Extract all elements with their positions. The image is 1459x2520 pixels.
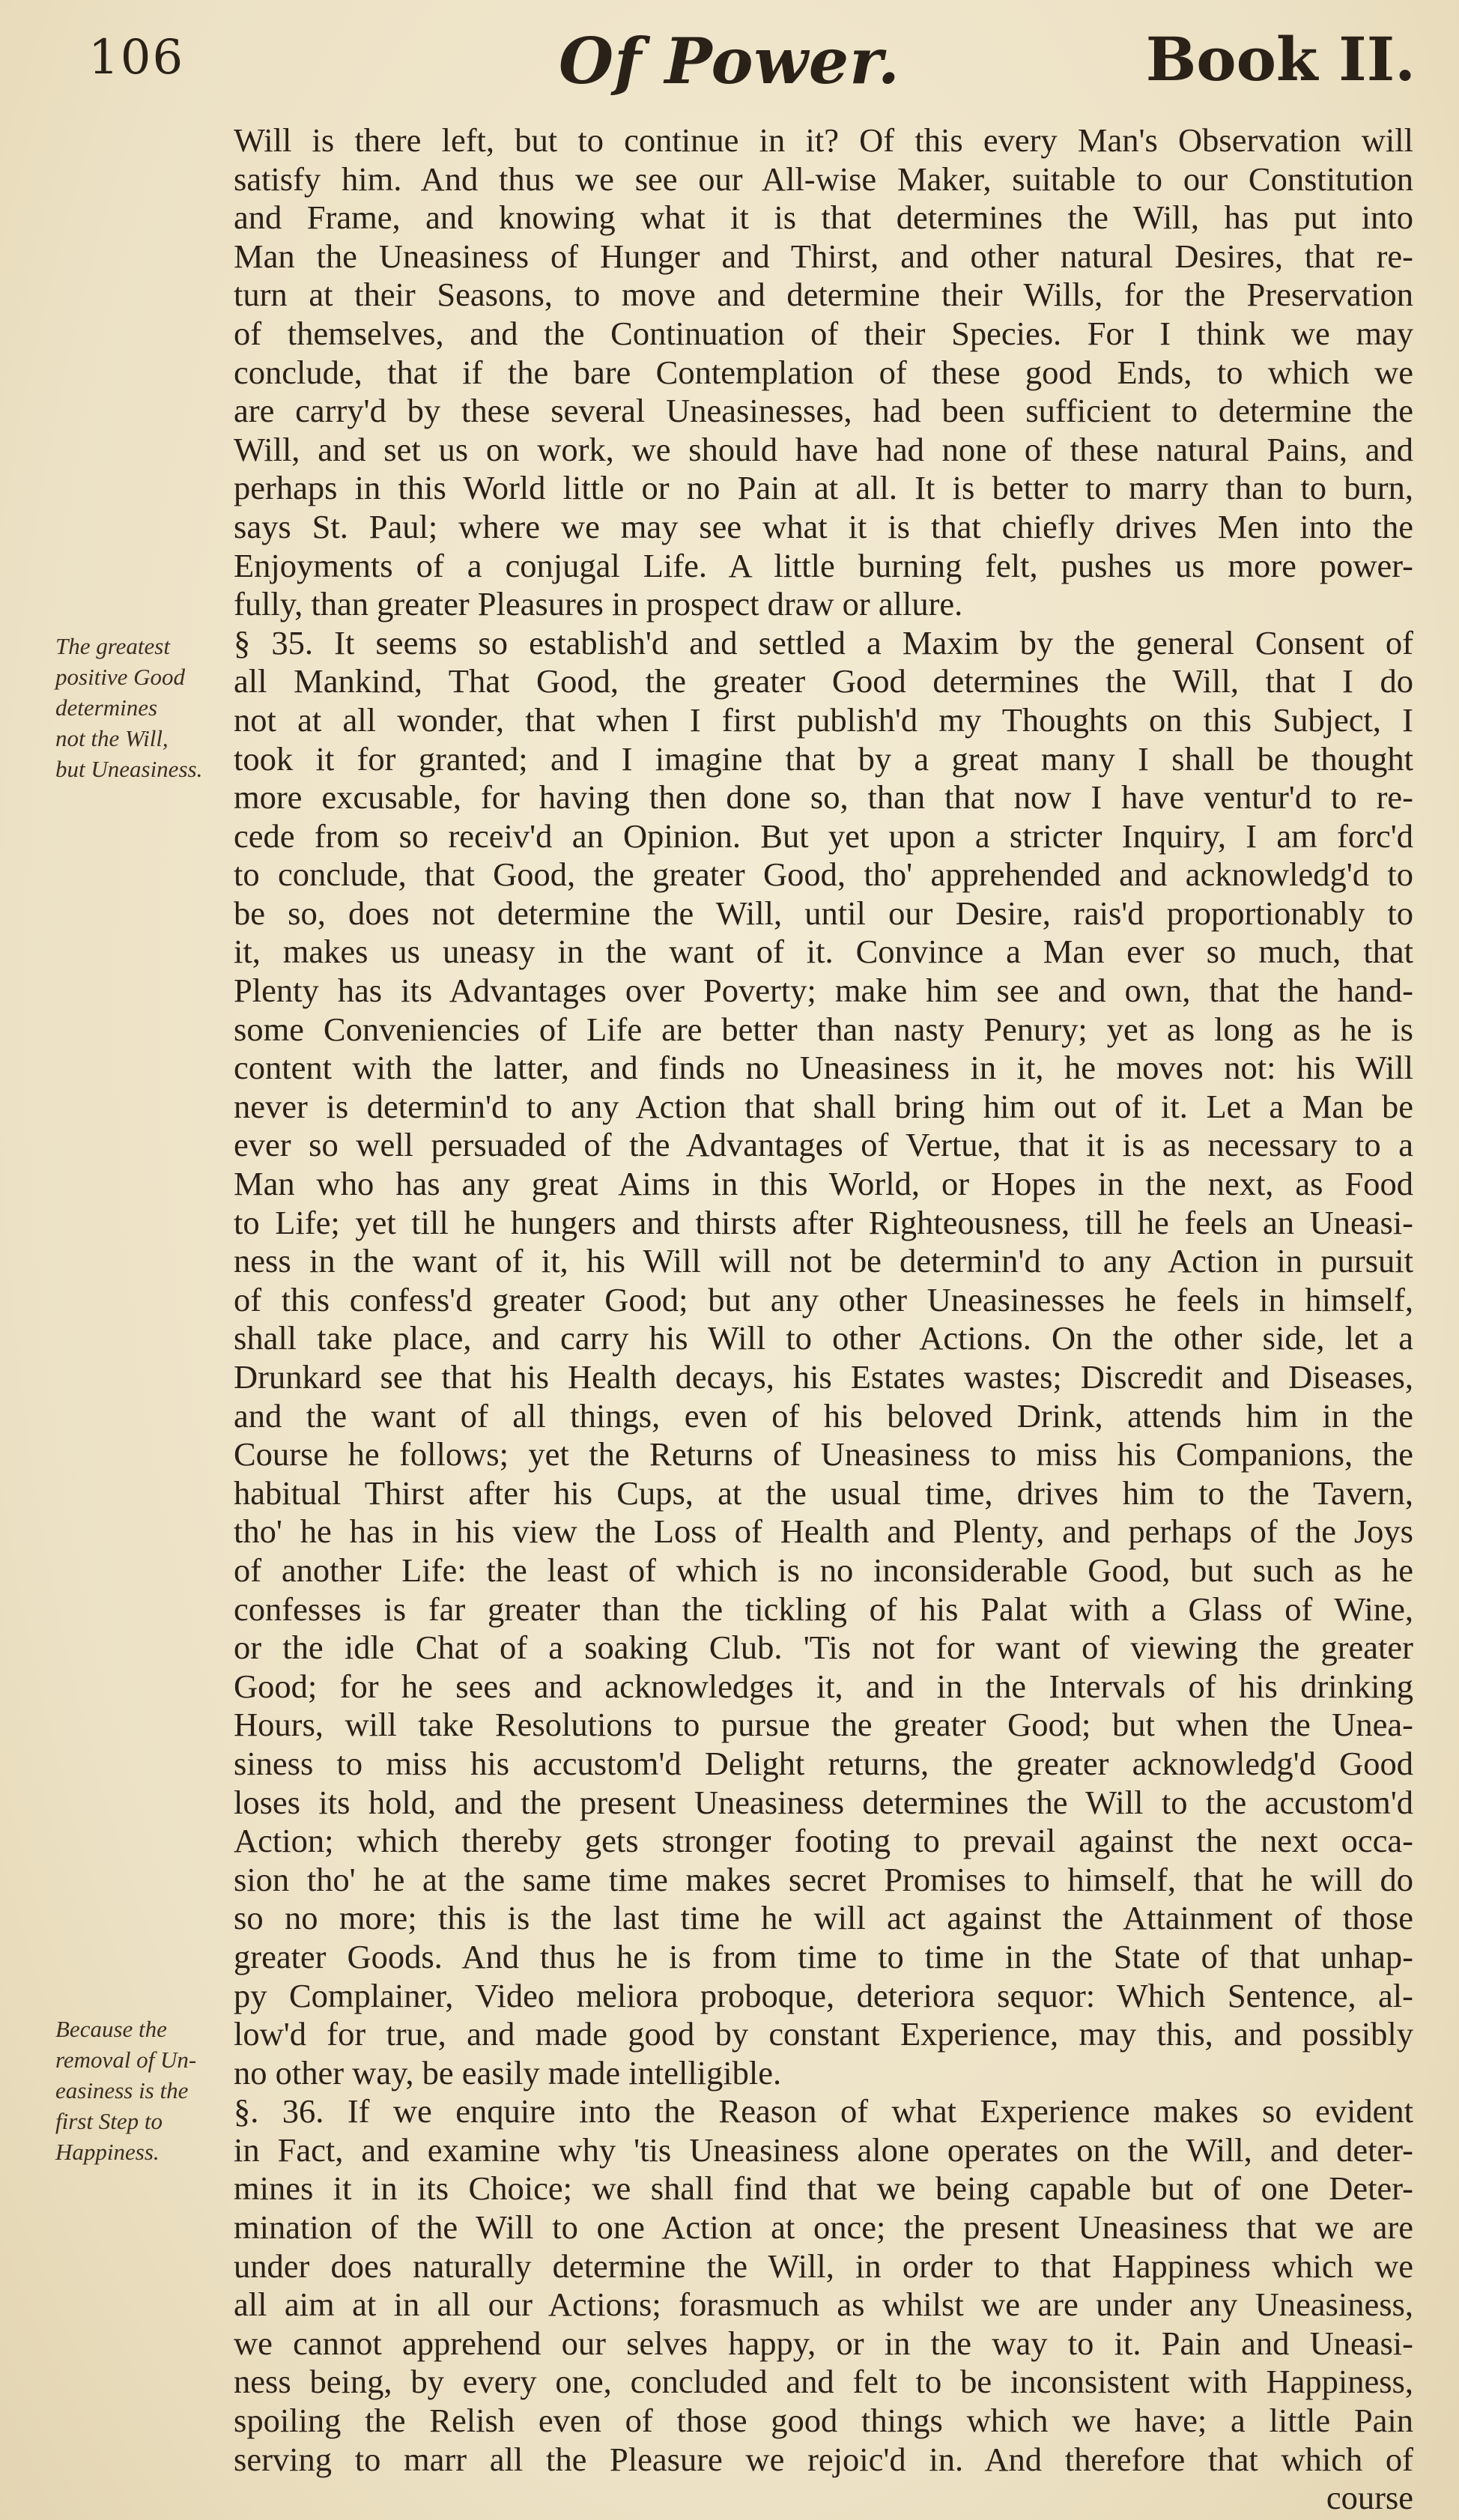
running-title: Of Power. xyxy=(558,24,901,98)
body-line: to Life; yet till he hungers and thirsts after Righteousness, till he feels an Uneasi- xyxy=(234,1203,1413,1241)
body-line: or the idle Chat of a soaking Club. 'Tis not for want of viewing the greater xyxy=(234,1629,1413,1667)
body-line: more excusable, for having then done so, than that now I have ventur'd to re- xyxy=(234,778,1413,817)
catchword: course xyxy=(1326,2479,1413,2517)
margin-note-line: The greatest xyxy=(55,633,170,659)
margin-note-line: Because the xyxy=(55,2016,167,2042)
body-line: of this confess'd greater Good; but any other Uneasinesses he feels in himself, xyxy=(234,1280,1413,1318)
body-line: spoiling the Relish even of those good things which we have; a little Pain xyxy=(234,2402,1413,2440)
body-line: be so, does not determine the Will, until our Desire, rais'd proportionably to xyxy=(234,894,1413,932)
body-line: it, makes us uneasy in the want of it. Convince a Man ever so much, that xyxy=(234,933,1413,971)
body-line: Will, and set us on work, we should have had none of these natural Pains, and xyxy=(234,430,1413,468)
body-line: ness being, by every one, concluded and felt to be inconsistent with Happiness, xyxy=(234,2363,1413,2401)
body-line: Drunkard see that his Health decays, his Estates wastes; Discredit and Diseases, xyxy=(234,1358,1413,1396)
body-line: Hours, will take Resolutions to pursue the greater Good; but when the Unea- xyxy=(234,1706,1413,1744)
body-line: mination of the Will to one Action at once; the present Uneasiness that we are xyxy=(234,2208,1413,2247)
body-line: so no more; this is the last time he will act against the Attainment of those xyxy=(234,1899,1413,1937)
body-line: says St. Paul; where we may see what it is that chiefly drives Men into the xyxy=(234,507,1413,545)
body-line: all Mankind, That Good, the greater Good determines the Will, that I do xyxy=(234,662,1413,700)
body-line: Will is there left, but to continue in it? Of this every Man's Observation will xyxy=(234,121,1413,159)
body-line: § 35. It seems so establish'd and settled a Maxim by the general Consent of xyxy=(234,623,1413,661)
body-line: ness in the want of it, his Will will not be determin'd to any Action in pursuit xyxy=(234,1242,1413,1280)
body-line: turn at their Seasons, to move and determine their Wills, for the Preservation xyxy=(234,276,1413,314)
body-line: we cannot apprehend our selves happy, or in the way to it. Pain and Uneasi- xyxy=(234,2324,1413,2362)
body-line: all aim at in all our Actions; forasmuch as whilst we are under any Uneasiness, xyxy=(234,2286,1413,2324)
body-line: of another Life: the least of which is no inconsiderable Good, but such as he xyxy=(234,1551,1413,1589)
margin-note-greatest-good xyxy=(55,631,229,784)
body-line: mines it in its Choice; we shall find that we being capable but of one Deter- xyxy=(234,2169,1413,2208)
body-line: perhaps in this World little or no Pain at all. It is better to marry than to burn, xyxy=(234,469,1413,507)
body-text xyxy=(234,121,1413,2518)
page-number: 106 xyxy=(88,30,185,85)
running-header xyxy=(0,21,1459,118)
body-line: are carry'd by these several Uneasinesses, had been sufficient to determine the xyxy=(234,392,1413,430)
margin-note-line: removal of Un- xyxy=(55,2047,197,2073)
body-line: loses its hold, and the present Uneasiness determines the Will to the accustom'd xyxy=(234,1783,1413,1821)
body-line: some Conveniencies of Life are better than nasty Penury; yet as long as he is xyxy=(234,1010,1413,1048)
body-line: satisfy him. And thus we see our All-wise Maker, suitable to our Constitution xyxy=(234,160,1413,198)
body-line: of themselves, and the Continuation of their Species. For I think we may xyxy=(234,314,1413,352)
body-line: Course he follows; yet the Returns of Uneasiness to miss his Companions, the xyxy=(234,1435,1413,1473)
body-line: py Complainer, Video meliora proboque, deteriora sequor: Which Sentence, al- xyxy=(234,1976,1413,2014)
body-line: habitual Thirst after his Cups, at the usual time, drives him to the Tavern, xyxy=(234,1473,1413,1512)
body-line: never is determin'd to any Action that shall bring him out of it. Let a Man be xyxy=(234,1087,1413,1125)
body-line: shall take place, and carry his Will to other Actions. On the other side, let a xyxy=(234,1319,1413,1357)
body-line: greater Goods. And thus he is from time to time in the State of that unhap- xyxy=(234,1937,1413,1975)
body-line: low'd for true, and made good by constant Experience, may this, and possibly xyxy=(234,2015,1413,2053)
margin-note-removal-of-uneasiness xyxy=(55,2014,229,2167)
body-line: Plenty has its Advantages over Poverty; make him see and own, that the hand- xyxy=(234,972,1413,1010)
body-line: conclude, that if the bare Contemplation of these good Ends, to which we xyxy=(234,353,1413,391)
body-line: no other way, be easily made intelligible. xyxy=(234,2053,782,2092)
body-line: and the want of all things, even of his beloved Drink, attends him in the xyxy=(234,1396,1413,1435)
margin-note-line: easiness is the xyxy=(55,2077,189,2103)
margin-note-line: Happiness. xyxy=(55,2139,160,2165)
margin-note-line: determines xyxy=(55,694,158,721)
body-line: and Frame, and knowing what it is that determines the Will, has put into xyxy=(234,199,1413,237)
body-line: fully, than greater Pleasures in prospect draw or allure. xyxy=(234,585,963,623)
body-line: Good; for he sees and acknowledges it, and in the Intervals of his drinking xyxy=(234,1667,1413,1705)
body-line: ever so well persuaded of the Advantages of Vertue, that it is as necessary to a xyxy=(234,1126,1413,1164)
body-line: cede from so receiv'd an Opinion. But yet upon a stricter Inquiry, I am forc'd xyxy=(234,817,1413,855)
body-line: took it for granted; and I imagine that by a great many I shall be thought xyxy=(234,739,1413,778)
margin-note-line: first Step to xyxy=(55,2108,163,2134)
body-line: sion tho' he at the same time makes secret Promises to himself, that he will do xyxy=(234,1860,1413,1898)
margin-note-line: but Uneasiness. xyxy=(55,756,203,782)
body-line: confesses is far greater than the tickling of his Palat with a Glass of Wine, xyxy=(234,1590,1413,1628)
body-line: §. 36. If we enquire into the Reason of what Experience makes so evident xyxy=(234,2092,1413,2130)
body-line: tho' he has in his view the Loss of Health and Plenty, and perhaps of the Joys xyxy=(234,1512,1413,1551)
book-label: Book II. xyxy=(1145,24,1416,94)
body-line: Man the Uneasiness of Hunger and Thirst, and other natural Desires, that re- xyxy=(234,237,1413,275)
body-line: content with the latter, and finds no Uneasiness in it, he moves not: his Will xyxy=(234,1049,1413,1087)
body-line: to conclude, that Good, the greater Good, tho' apprehended and acknowledg'd to xyxy=(234,855,1413,894)
body-line: not at all wonder, that when I first publish'd my Thoughts on this Subject, I xyxy=(234,700,1413,739)
margin-note-line: positive Good xyxy=(55,664,186,690)
body-line: Action; which thereby gets stronger footing to prevail against the next occa- xyxy=(234,1822,1413,1860)
body-line: Man who has any great Aims in this World, or Hopes in the next, as Food xyxy=(234,1165,1413,1203)
body-line: Enjoyments of a conjugal Life. A little burning felt, pushes us more power- xyxy=(234,546,1413,584)
margin-note-line: not the Will, xyxy=(55,725,169,751)
body-line: in Fact, and examine why 'tis Uneasiness alone operates on the Will, and deter- xyxy=(234,2130,1413,2169)
body-line: siness to miss his accustom'd Delight returns, the greater acknowledg'd Good xyxy=(234,1744,1413,1782)
body-line: under does naturally determine the Will, in order to that Happiness which we xyxy=(234,2247,1413,2285)
body-line: serving to marr all the Pleasure we rejoic'd in. And therefore that which of xyxy=(234,2440,1413,2478)
